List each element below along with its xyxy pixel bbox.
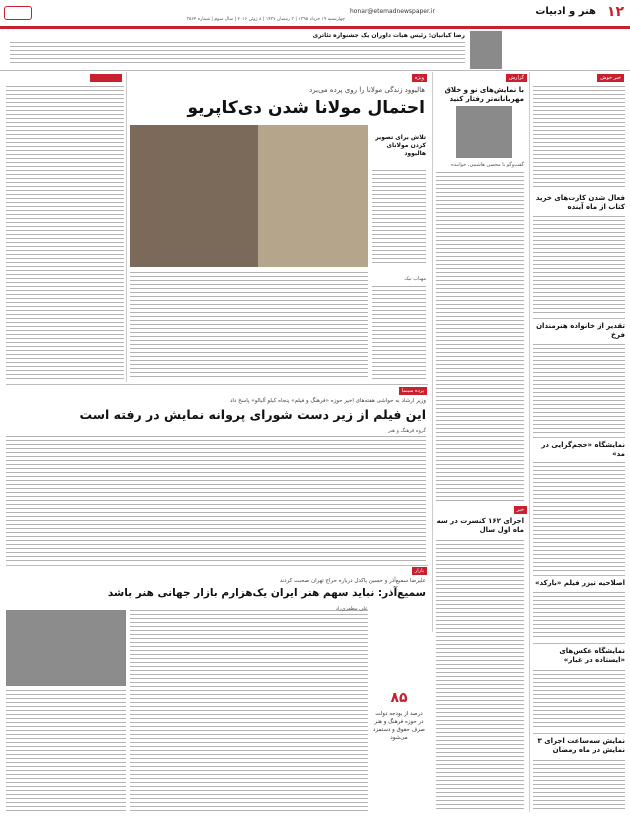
lead-sidebar-title: تلاش برای تصویر کردن مولانای هالیوود bbox=[375, 134, 426, 157]
lead-byline: مهتاب نیک bbox=[404, 276, 426, 282]
concert-headline: اجرای ۱۶۲ کنسرت در سه ماه اول سال bbox=[436, 517, 524, 534]
exhibit-text bbox=[533, 462, 625, 572]
page-number: ۱۲ bbox=[606, 4, 624, 20]
quote-text: درصد از بودجه دولت در حوزه فرهنگ و هنر صرف حقوق و دستمزد می‌شود bbox=[373, 711, 425, 741]
column-divider bbox=[126, 72, 127, 382]
singer-photo bbox=[456, 106, 512, 158]
masthead-logo bbox=[4, 6, 32, 20]
header-dateline: چهارشنبه ۱۹ خرداد ۱۳۹۵ | ۳ رمضان ۱۴۳۷ | ۸ ژوئن ۲۰۱۶ | سال سوم | شماره ۳۵۶۴ bbox=[186, 17, 345, 22]
exhibition-byline: گفت‌وگو با محسن هاشمی، خواننده bbox=[451, 162, 524, 168]
market-left-text bbox=[6, 690, 126, 812]
lead-headline: احتمال مولانا شدن دی‌کاپریو bbox=[187, 98, 425, 118]
books-headline: فعال شدن کارت‌های خرید کتاب از ماه آینده bbox=[535, 194, 625, 211]
divider bbox=[533, 733, 625, 734]
header-rule bbox=[0, 26, 630, 29]
exhibit-headline: نمایشگاه «حجم‌گرایی در مد» bbox=[541, 441, 625, 458]
council-kicker: وزیر ارشاد به حواشی هفته‌های اخیر حوزه «فرهنگ و فیلم» پنجاه کیلو آلبالو» پاسخ داد bbox=[229, 398, 426, 404]
divider bbox=[0, 70, 630, 71]
exhibition-text bbox=[436, 172, 524, 502]
left-tag bbox=[90, 74, 122, 82]
books-text bbox=[533, 216, 625, 316]
market-byline: علی مظفری‌راد bbox=[335, 606, 368, 612]
lead-body bbox=[130, 272, 368, 380]
left-article-text bbox=[6, 86, 124, 380]
dicaprio-photo bbox=[130, 125, 258, 267]
column-divider bbox=[529, 72, 530, 812]
right-news-text bbox=[533, 86, 625, 190]
exhibition-tag: گزارش bbox=[506, 74, 527, 82]
concert-tag: خبر bbox=[514, 506, 527, 514]
header-email[interactable]: honar@etemadnewspaper.ir bbox=[350, 8, 435, 15]
ramadan-headline: نمایش سه‌ساعت اجرای ۳ نمایش در ماه رمضان bbox=[537, 737, 625, 754]
film-text bbox=[533, 592, 625, 640]
lead-body-right bbox=[372, 286, 426, 380]
right-tag: خبر خوش bbox=[597, 74, 624, 82]
family-headline: تقدیر از خانواده هنرمندان فرخ bbox=[536, 322, 625, 339]
divider bbox=[6, 565, 428, 566]
concert-text bbox=[436, 540, 524, 812]
section-title: هنر و ادبیات bbox=[535, 6, 596, 17]
page-header bbox=[0, 0, 630, 26]
divider bbox=[533, 575, 625, 576]
divider bbox=[533, 318, 625, 319]
family-text bbox=[533, 344, 625, 434]
divider bbox=[533, 437, 625, 438]
column-divider bbox=[432, 72, 433, 632]
council-headline: این فیلم از زیر دست شورای پروانه نمایش در رفته است bbox=[79, 407, 426, 422]
market-headline: سمیع‌آذر: نباید سهم هنر ایران یک‌هزارم بازار جهانی هنر باشد bbox=[107, 587, 426, 599]
council-subhead: گروه فرهنگ و هنر bbox=[387, 428, 426, 434]
film-headline: اصلاحیه تیزر فیلم «بارکد» bbox=[534, 579, 625, 587]
top-interview-text bbox=[10, 42, 465, 64]
council-tag: پرده سینما bbox=[399, 387, 427, 395]
photo-exhibit-headline: نمایشگاه عکس‌های «ایستاده در غبار» bbox=[559, 647, 625, 664]
market-tag: بازار bbox=[412, 567, 427, 575]
top-interview-headline: رضا کیانیان: رئیس هیات داوران یک جشنواره تئاتری bbox=[312, 32, 465, 39]
rumi-portrait bbox=[258, 125, 368, 267]
ramadan-text bbox=[533, 760, 625, 812]
divider bbox=[6, 384, 428, 385]
photo-exhibit-text bbox=[533, 670, 625, 730]
council-text bbox=[6, 436, 426, 562]
lead-kicker: هالیوود زندگی مولانا را روی پرده می‌برد bbox=[309, 86, 425, 94]
quote-number: ۸۵ bbox=[390, 690, 408, 706]
kiyanian-photo bbox=[470, 31, 502, 69]
market-body bbox=[130, 610, 368, 812]
lead-sidebar-text bbox=[372, 170, 426, 266]
lead-tag: ویژه bbox=[412, 74, 427, 82]
divider bbox=[533, 643, 625, 644]
press-conference-photo bbox=[6, 610, 126, 686]
market-kicker: علیرضا سمیع‌آذر و حسین پاکدل درباره حراج تهران صحبت کردند bbox=[279, 578, 426, 584]
exhibition-headline: با نمایش‌های نو و خلاق مهربانانه‌تر رفتار کنید bbox=[444, 86, 524, 103]
